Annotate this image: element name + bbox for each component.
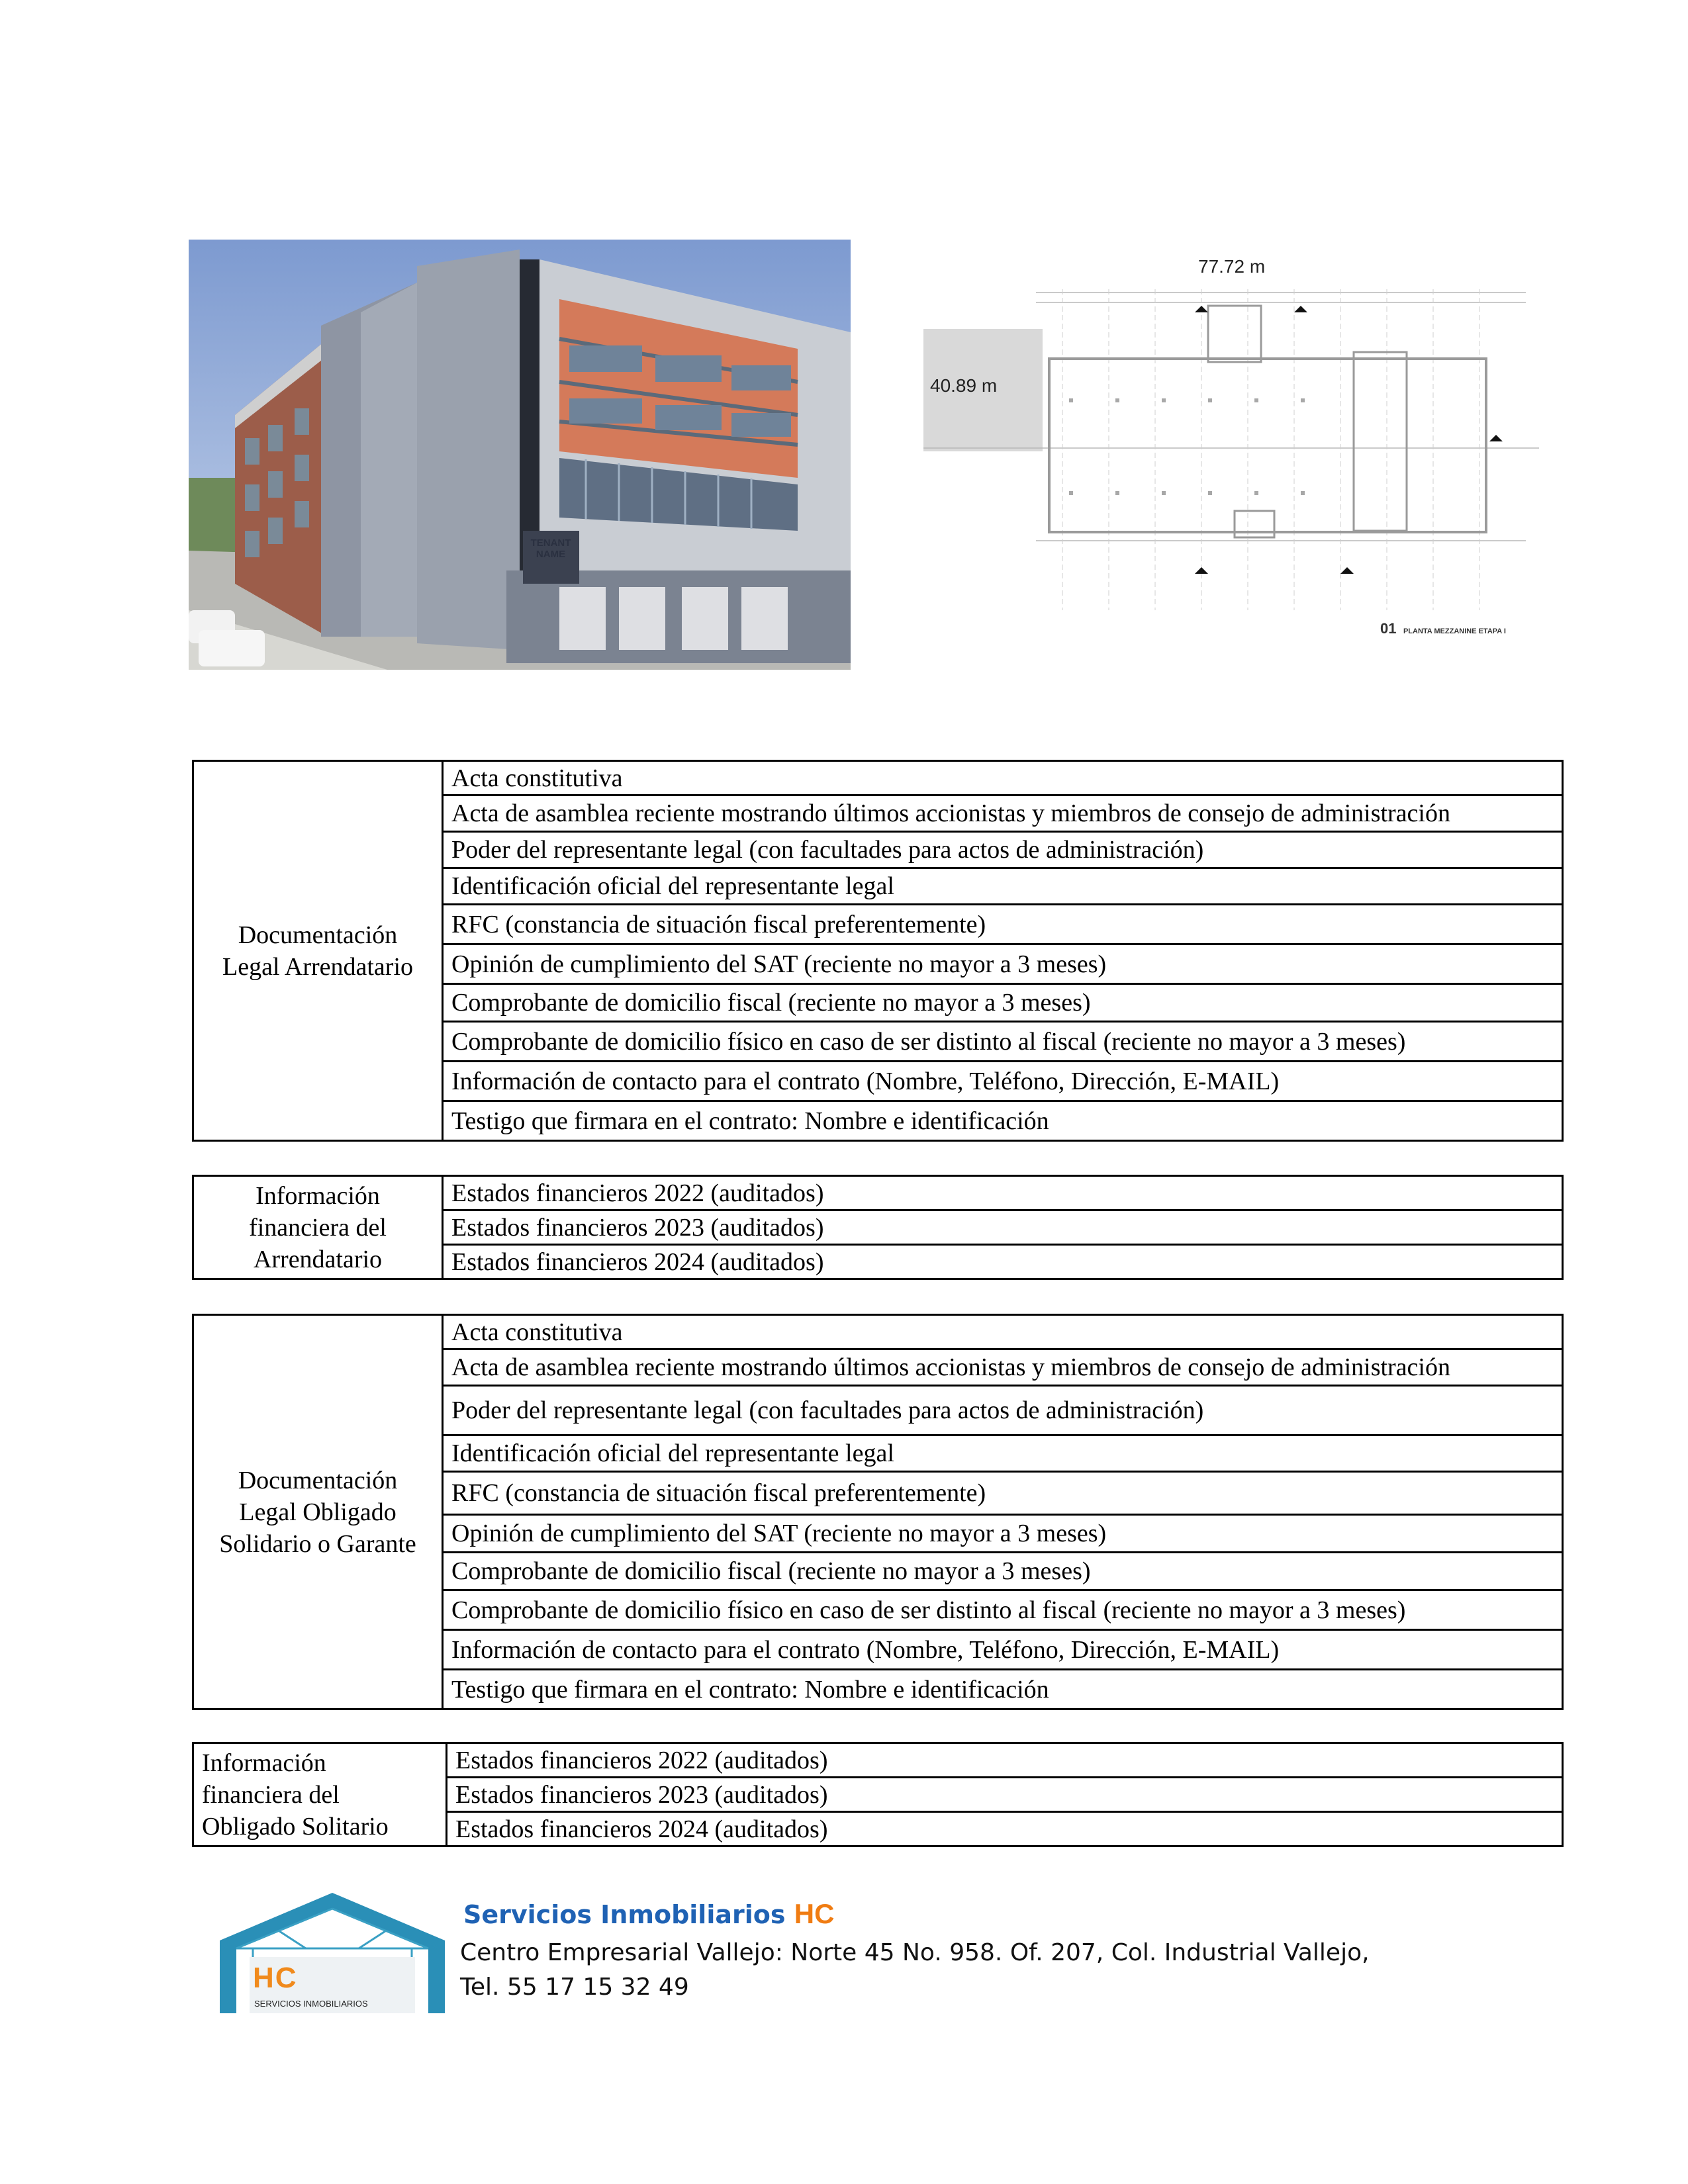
table-row: [193, 1743, 1563, 1778]
table-row: [193, 1176, 1563, 1210]
document-item: Poder del representante legal (con facultades para actos de administración): [443, 832, 1563, 868]
building-rendering-image: [189, 240, 851, 670]
floor-plan-image: [917, 240, 1546, 653]
section-label-line: Documentación: [238, 1466, 398, 1494]
plan-caption: [1380, 620, 1506, 637]
section-label-line: Arrendatario: [253, 1245, 383, 1273]
section-label-line: Solidario o Garante: [219, 1529, 416, 1558]
document-item: Poder del representante legal (con facultades para actos de administración): [443, 1386, 1563, 1435]
document-item: Identificación oficial del representante legal: [443, 868, 1563, 905]
company-name: [463, 1898, 834, 1930]
document-item: Estados financieros 2024 (auditados): [443, 1245, 1563, 1279]
company-name-text: Servicios Inmobiliarios: [463, 1900, 786, 1929]
document-item: Testigo que firmara en el contrato: Nombre e identificación: [443, 1670, 1563, 1709]
company-phone: Tel. 55 17 15 32 49: [460, 1974, 689, 2001]
document-item: Acta constitutiva: [443, 761, 1563, 796]
section-label-line: Información: [256, 1181, 380, 1210]
document-item: Acta de asamblea reciente mostrando últimos accionistas y miembros de consejo de administración: [443, 796, 1563, 832]
document-item: Estados financieros 2022 (auditados): [447, 1743, 1563, 1778]
tenant-name-sign: [528, 537, 574, 560]
section-label-line: Legal Obligado: [239, 1498, 397, 1526]
document-item: Estados financieros 2023 (auditados): [443, 1210, 1563, 1245]
document-item: Opinión de cumplimiento del SAT (reciente no mayor a 3 meses): [443, 1515, 1563, 1553]
plan-depth-dimension: 40.89 m: [930, 375, 998, 396]
section-label-line: financiera del: [202, 1780, 340, 1809]
section-label-line: Documentación: [238, 921, 398, 949]
document-item: Estados financieros 2022 (auditados): [443, 1176, 1563, 1210]
section-label: [193, 1176, 443, 1279]
legal-arrendatario-table: [192, 760, 1564, 1142]
document-item: Comprobante de domicilio fiscal (reciente no mayor a 3 meses): [443, 1553, 1563, 1590]
logo-subtext: SERVICIOS INMOBILIARIOS: [254, 1999, 368, 2009]
financiera-obligado-table: [192, 1742, 1564, 1847]
document-item: Acta de asamblea reciente mostrando últimos accionistas y miembros de consejo de administración: [443, 1349, 1563, 1386]
section-label-line: financiera del: [249, 1213, 387, 1242]
plan-number: 01: [1380, 620, 1397, 637]
logo-hc-text: HC: [253, 1962, 298, 1994]
table-row: [193, 1315, 1563, 1349]
plan-title: PLANTA MEZZANINE ETAPA I: [1403, 627, 1506, 635]
section-label-line: Legal Arrendatario: [222, 952, 414, 981]
document-item: Estados financieros 2024 (auditados): [447, 1812, 1563, 1846]
financiera-arrendatario-table: [192, 1175, 1564, 1280]
tenant-sign-line-2: NAME: [536, 549, 566, 560]
document-item: Comprobante de domicilio físico en caso de ser distinto al fiscal (reciente no mayor a 3 meses): [443, 1590, 1563, 1630]
document-item: Identificación oficial del representante legal: [443, 1435, 1563, 1472]
document-item: RFC (constancia de situación fiscal preferentemente): [443, 1472, 1563, 1515]
document-item: Estados financieros 2023 (auditados): [447, 1778, 1563, 1812]
section-label-line: Obligado Solitario: [202, 1812, 389, 1841]
company-address: Centro Empresarial Vallejo: Norte 45 No. 958. Of. 207, Col. Industrial Vallejo,: [460, 1939, 1370, 1966]
section-label: [193, 761, 443, 1141]
company-name-accent: HC: [794, 1898, 835, 1929]
document-item: Acta constitutiva: [443, 1315, 1563, 1349]
document-item: Testigo que firmara en el contrato: Nombre e identificación: [443, 1101, 1563, 1141]
legal-obligado-table: [192, 1314, 1564, 1710]
table-row: [193, 761, 1563, 796]
company-logo: [213, 1888, 451, 2013]
document-item: Comprobante de domicilio fiscal (reciente no mayor a 3 meses): [443, 984, 1563, 1022]
document-item: RFC (constancia de situación fiscal preferentemente): [443, 905, 1563, 944]
document-item: Opinión de cumplimiento del SAT (reciente no mayor a 3 meses): [443, 944, 1563, 984]
plan-width-dimension: 77.72 m: [1198, 256, 1266, 277]
tenant-sign-line-1: TENANT: [530, 537, 571, 549]
section-label-line: Información: [202, 1749, 326, 1777]
document-item: Información de contacto para el contrato (Nombre, Teléfono, Dirección, E-MAIL): [443, 1630, 1563, 1670]
document-item: Comprobante de domicilio físico en caso de ser distinto al fiscal (reciente no mayor a 3 meses): [443, 1022, 1563, 1062]
document-item: Información de contacto para el contrato (Nombre, Teléfono, Dirección, E-MAIL): [443, 1062, 1563, 1101]
section-label: [193, 1315, 443, 1709]
section-label: [193, 1743, 447, 1846]
